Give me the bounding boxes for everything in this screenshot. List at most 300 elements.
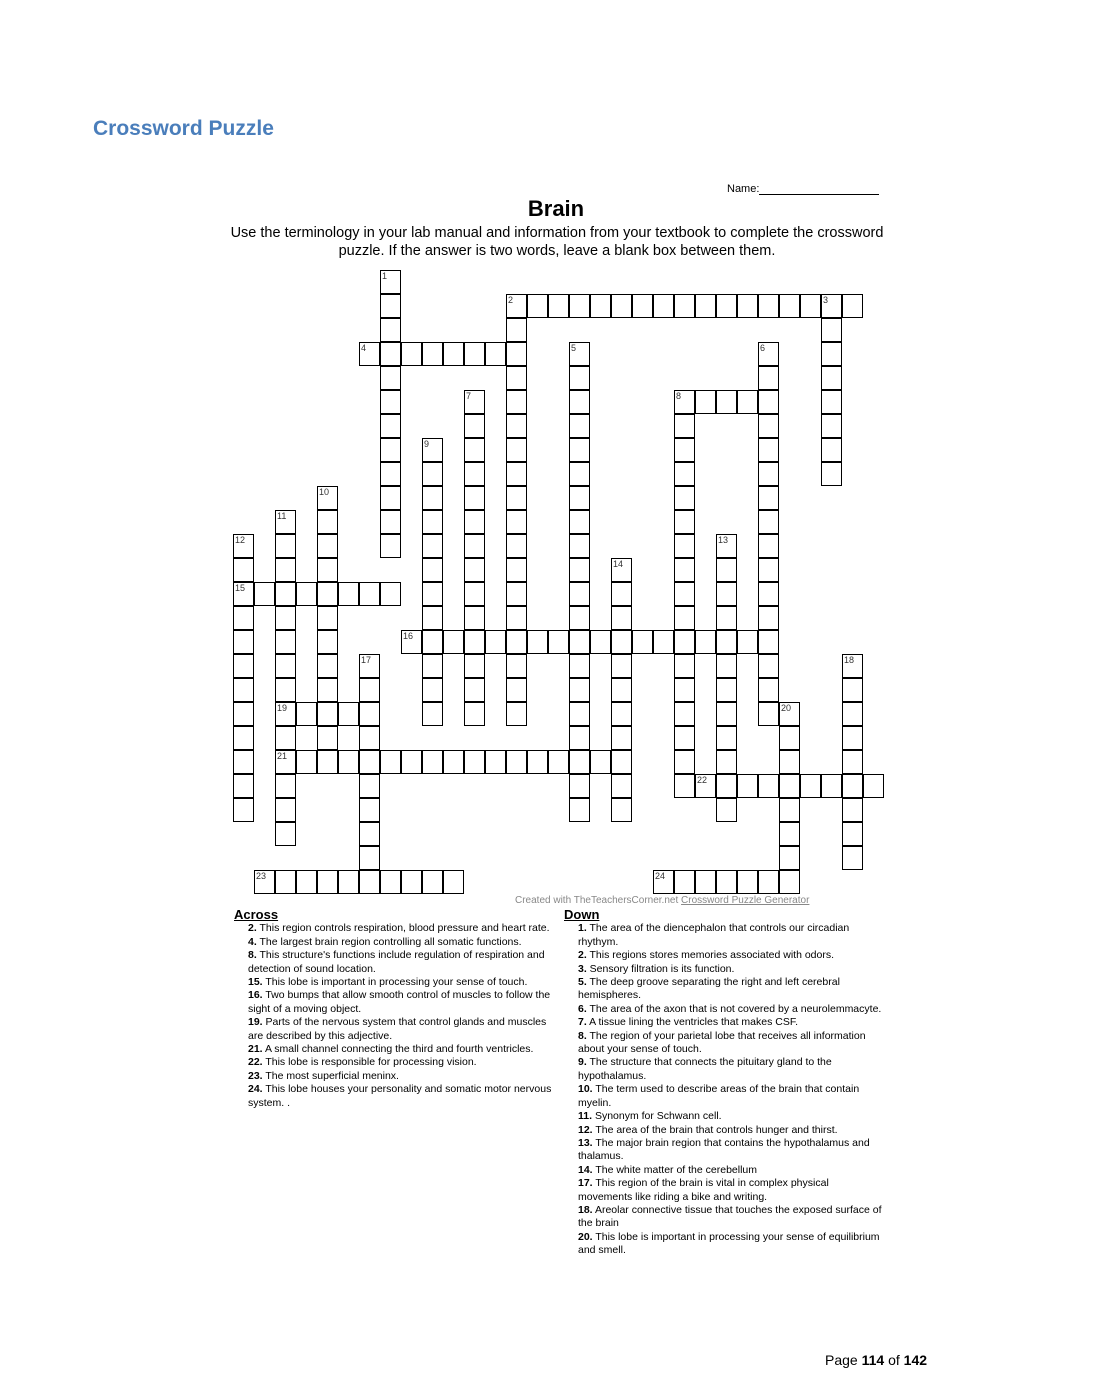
crossword-cell[interactable]: [317, 606, 338, 630]
crossword-cell[interactable]: [842, 654, 863, 678]
crossword-cell[interactable]: [317, 870, 338, 894]
crossword-cell[interactable]: [695, 870, 716, 894]
crossword-cell[interactable]: [317, 678, 338, 702]
crossword-cell[interactable]: [548, 630, 569, 654]
crossword-cell[interactable]: [275, 750, 296, 774]
crossword-cell[interactable]: [674, 294, 695, 318]
crossword-cell[interactable]: [422, 606, 443, 630]
crossword-cell[interactable]: [779, 726, 800, 750]
crossword-cell[interactable]: [401, 750, 422, 774]
crossword-cell[interactable]: [758, 630, 779, 654]
crossword-cell[interactable]: [548, 750, 569, 774]
crossword-cell[interactable]: [422, 702, 443, 726]
crossword-cell[interactable]: [464, 702, 485, 726]
crossword-cell[interactable]: [359, 798, 380, 822]
crossword-cell[interactable]: [674, 678, 695, 702]
crossword-cell[interactable]: [506, 486, 527, 510]
crossword-cell[interactable]: [800, 294, 821, 318]
crossword-cell[interactable]: [338, 702, 359, 726]
crossword-cell[interactable]: [443, 750, 464, 774]
crossword-cell[interactable]: [842, 798, 863, 822]
crossword-cell[interactable]: [842, 678, 863, 702]
crossword-cell[interactable]: [821, 342, 842, 366]
crossword-cell[interactable]: [611, 558, 632, 582]
crossword-cell[interactable]: [506, 606, 527, 630]
crossword-cell[interactable]: [464, 534, 485, 558]
crossword-cell[interactable]: [464, 582, 485, 606]
crossword-cell[interactable]: [422, 630, 443, 654]
crossword-cell[interactable]: [821, 438, 842, 462]
crossword-cell[interactable]: [611, 630, 632, 654]
crossword-cell[interactable]: [758, 558, 779, 582]
crossword-cell[interactable]: [275, 654, 296, 678]
crossword-cell[interactable]: [569, 342, 590, 366]
crossword-cell[interactable]: [380, 438, 401, 462]
crossword-cell[interactable]: [359, 870, 380, 894]
down-clue: [564, 1164, 882, 1177]
crossword-cell[interactable]: [758, 390, 779, 414]
crossword-cell[interactable]: [758, 366, 779, 390]
crossword-cell[interactable]: [779, 702, 800, 726]
crossword-cell[interactable]: [569, 630, 590, 654]
crossword-cell[interactable]: [422, 870, 443, 894]
crossword-cell[interactable]: [338, 870, 359, 894]
crossword-cell[interactable]: [464, 486, 485, 510]
crossword-cell[interactable]: [485, 750, 506, 774]
crossword-cell[interactable]: [380, 390, 401, 414]
crossword-cell[interactable]: [380, 870, 401, 894]
crossword-cell[interactable]: [716, 294, 737, 318]
crossword-cell[interactable]: [716, 774, 737, 798]
crossword-cell[interactable]: [716, 750, 737, 774]
clue-number: 1.: [578, 922, 587, 935]
crossword-cell[interactable]: [296, 582, 317, 606]
crossword-cell[interactable]: [611, 702, 632, 726]
crossword-cell[interactable]: [674, 654, 695, 678]
crossword-cell[interactable]: [380, 510, 401, 534]
crossword-cell[interactable]: [401, 870, 422, 894]
crossword-cell[interactable]: [569, 606, 590, 630]
crossword-cell[interactable]: [863, 774, 884, 798]
crossword-cell[interactable]: [737, 774, 758, 798]
crossword-cell[interactable]: [716, 390, 737, 414]
crossword-cell[interactable]: [569, 702, 590, 726]
crossword-cell[interactable]: [653, 870, 674, 894]
crossword-cell[interactable]: [464, 462, 485, 486]
crossword-cell[interactable]: [674, 558, 695, 582]
crossword-cell[interactable]: [464, 558, 485, 582]
crossword-cell[interactable]: [317, 702, 338, 726]
crossword-cell[interactable]: [758, 702, 779, 726]
cell-number: 3: [823, 295, 829, 305]
crossword-cell[interactable]: [674, 870, 695, 894]
crossword-cell[interactable]: [506, 462, 527, 486]
crossword-cell[interactable]: [317, 726, 338, 750]
crossword-cell[interactable]: [506, 294, 527, 318]
crossword-cell[interactable]: [275, 558, 296, 582]
crossword-cell[interactable]: [443, 630, 464, 654]
crossword-cell[interactable]: [758, 870, 779, 894]
crossword-cell[interactable]: [317, 654, 338, 678]
crossword-cell[interactable]: [359, 774, 380, 798]
crossword-cell[interactable]: [569, 582, 590, 606]
crossword-cell[interactable]: [485, 342, 506, 366]
crossword-cell[interactable]: [758, 414, 779, 438]
crossword-cell[interactable]: [611, 750, 632, 774]
crossword-cell[interactable]: [254, 870, 275, 894]
crossword-cell[interactable]: [233, 534, 254, 558]
crossword-cell[interactable]: [569, 462, 590, 486]
crossword-cell[interactable]: [506, 750, 527, 774]
crossword-cell[interactable]: [359, 582, 380, 606]
crossword-cell[interactable]: [569, 366, 590, 390]
crossword-cell[interactable]: [716, 702, 737, 726]
crossword-cell[interactable]: [821, 318, 842, 342]
crossword-cell[interactable]: [758, 510, 779, 534]
crossword-cell[interactable]: [464, 750, 485, 774]
crossword-cell[interactable]: [506, 414, 527, 438]
crossword-cell[interactable]: [716, 630, 737, 654]
crossword-cell[interactable]: [464, 606, 485, 630]
crossword-cell[interactable]: [821, 462, 842, 486]
crossword-cell[interactable]: [359, 702, 380, 726]
crossword-cell[interactable]: [674, 750, 695, 774]
crossword-cell[interactable]: [464, 342, 485, 366]
crossword-cell[interactable]: [632, 294, 653, 318]
crossword-cell[interactable]: [569, 654, 590, 678]
crossword-cell[interactable]: [317, 486, 338, 510]
crossword-cell[interactable]: [758, 438, 779, 462]
crossword-cell[interactable]: [422, 342, 443, 366]
name-field[interactable]: [727, 182, 879, 195]
crossword-cell[interactable]: [674, 462, 695, 486]
crossword-cell[interactable]: [380, 486, 401, 510]
crossword-cell[interactable]: [632, 630, 653, 654]
crossword-cell[interactable]: [569, 438, 590, 462]
crossword-cell[interactable]: [611, 654, 632, 678]
crossword-cell[interactable]: [716, 534, 737, 558]
crossword-cell[interactable]: [422, 654, 443, 678]
crossword-cell[interactable]: [716, 654, 737, 678]
crossword-cell[interactable]: [569, 750, 590, 774]
crossword-cell[interactable]: [779, 750, 800, 774]
crossword-cell[interactable]: [401, 342, 422, 366]
crossword-cell[interactable]: [569, 390, 590, 414]
crossword-cell[interactable]: [758, 462, 779, 486]
crossword-cell[interactable]: [758, 342, 779, 366]
crossword-cell[interactable]: [233, 630, 254, 654]
crossword-cell[interactable]: [464, 390, 485, 414]
crossword-cell[interactable]: [296, 750, 317, 774]
crossword-cell[interactable]: [233, 774, 254, 798]
crossword-cell[interactable]: [359, 654, 380, 678]
crossword-cell[interactable]: [611, 726, 632, 750]
crossword-cell[interactable]: [359, 846, 380, 870]
credit-line: [515, 895, 809, 906]
crossword-cell[interactable]: [422, 750, 443, 774]
crossword-cell[interactable]: [275, 870, 296, 894]
crossword-cell[interactable]: [821, 366, 842, 390]
clue-number: 20.: [578, 1230, 593, 1243]
crossword-cell[interactable]: [317, 582, 338, 606]
crossword-cell[interactable]: [674, 606, 695, 630]
crossword-cell[interactable]: [380, 582, 401, 606]
crossword-cell[interactable]: [380, 462, 401, 486]
crossword-cell[interactable]: [758, 582, 779, 606]
crossword-cell[interactable]: [737, 870, 758, 894]
crossword-cell[interactable]: [422, 510, 443, 534]
crossword-cell[interactable]: [380, 342, 401, 366]
cell-number: 16: [403, 631, 414, 641]
down-clue: [564, 1083, 882, 1110]
crossword-cell[interactable]: [842, 702, 863, 726]
crossword-cell[interactable]: [695, 390, 716, 414]
crossword-cell[interactable]: [842, 726, 863, 750]
crossword-cell[interactable]: [464, 438, 485, 462]
crossword-cell[interactable]: [506, 342, 527, 366]
crossword-cell[interactable]: [674, 534, 695, 558]
crossword-cell[interactable]: [611, 606, 632, 630]
crossword-cell[interactable]: [464, 414, 485, 438]
crossword-cell[interactable]: [380, 294, 401, 318]
crossword-cell[interactable]: [506, 510, 527, 534]
crossword-cell[interactable]: [317, 750, 338, 774]
crossword-cell[interactable]: [611, 798, 632, 822]
crossword-cell[interactable]: [233, 702, 254, 726]
crossword-cell[interactable]: [800, 774, 821, 798]
crossword-cell[interactable]: [422, 438, 443, 462]
crossword-cell[interactable]: [674, 702, 695, 726]
clue-number: 6.: [578, 1002, 587, 1015]
crossword-cell[interactable]: [422, 462, 443, 486]
crossword-cell[interactable]: [779, 798, 800, 822]
crossword-cell[interactable]: [317, 630, 338, 654]
crossword-cell[interactable]: [464, 630, 485, 654]
crossword-cell[interactable]: [674, 726, 695, 750]
crossword-cell[interactable]: [464, 654, 485, 678]
crossword-cell[interactable]: [506, 654, 527, 678]
clue-text: This lobe is important in processing your sense of touch.: [262, 976, 528, 989]
crossword-cell[interactable]: [758, 486, 779, 510]
crossword-cell[interactable]: [569, 678, 590, 702]
crossword-cell[interactable]: [569, 558, 590, 582]
crossword-cell[interactable]: [380, 534, 401, 558]
crossword-cell[interactable]: [842, 774, 863, 798]
crossword-cell[interactable]: [506, 534, 527, 558]
crossword-cell[interactable]: [296, 870, 317, 894]
crossword-cell[interactable]: [254, 582, 275, 606]
crossword-cell[interactable]: [317, 510, 338, 534]
crossword-cell[interactable]: [506, 366, 527, 390]
name-blank[interactable]: [759, 182, 879, 195]
crossword-cell[interactable]: [380, 366, 401, 390]
crossword-cell[interactable]: [275, 630, 296, 654]
credit-link[interactable]: Crossword Puzzle Generator: [681, 895, 810, 906]
crossword-cell[interactable]: [653, 630, 674, 654]
crossword-cell[interactable]: [233, 606, 254, 630]
crossword-cell[interactable]: [695, 294, 716, 318]
crossword-cell[interactable]: [716, 582, 737, 606]
crossword-cell[interactable]: [695, 630, 716, 654]
crossword-cell[interactable]: [611, 774, 632, 798]
crossword-cell[interactable]: [275, 582, 296, 606]
crossword-cell[interactable]: [275, 606, 296, 630]
crossword-cell[interactable]: [590, 630, 611, 654]
crossword-cell[interactable]: [464, 510, 485, 534]
crossword-cell[interactable]: [443, 870, 464, 894]
crossword-cell[interactable]: [758, 294, 779, 318]
crossword-cell[interactable]: [233, 558, 254, 582]
crossword-cell[interactable]: [842, 846, 863, 870]
crossword-cell[interactable]: [716, 678, 737, 702]
crossword-cell[interactable]: [422, 558, 443, 582]
crossword-cell[interactable]: [611, 678, 632, 702]
crossword-cell[interactable]: [359, 750, 380, 774]
crossword-cell[interactable]: [716, 726, 737, 750]
crossword-cell[interactable]: [506, 318, 527, 342]
crossword-cell[interactable]: [737, 294, 758, 318]
crossword-cell[interactable]: [443, 342, 464, 366]
crossword-cell[interactable]: [821, 390, 842, 414]
crossword-cell[interactable]: [674, 414, 695, 438]
crossword-cell[interactable]: [359, 822, 380, 846]
crossword-cell[interactable]: [233, 726, 254, 750]
crossword-cell[interactable]: [275, 678, 296, 702]
crossword-cell[interactable]: [737, 630, 758, 654]
clue-number: 12.: [578, 1123, 593, 1136]
crossword-cell[interactable]: [401, 630, 422, 654]
cell-number: 7: [466, 391, 472, 401]
crossword-cell[interactable]: [737, 390, 758, 414]
crossword-cell[interactable]: [569, 534, 590, 558]
crossword-cell[interactable]: [380, 270, 401, 294]
crossword-cell[interactable]: [380, 750, 401, 774]
crossword-cell[interactable]: [569, 726, 590, 750]
crossword-cell[interactable]: [233, 798, 254, 822]
crossword-cell[interactable]: [779, 846, 800, 870]
crossword-cell[interactable]: [590, 750, 611, 774]
crossword-cell[interactable]: [233, 582, 254, 606]
crossword-cell[interactable]: [569, 486, 590, 510]
crossword-cell[interactable]: [275, 774, 296, 798]
crossword-cell[interactable]: [296, 702, 317, 726]
crossword-cell[interactable]: [842, 750, 863, 774]
crossword-cell[interactable]: [695, 774, 716, 798]
crossword-cell[interactable]: [716, 870, 737, 894]
crossword-cell[interactable]: [506, 582, 527, 606]
crossword-cell[interactable]: [716, 606, 737, 630]
crossword-cell[interactable]: [275, 510, 296, 534]
across-clue: [234, 989, 552, 1016]
across-heading: Across: [234, 907, 279, 922]
crossword-cell[interactable]: [527, 294, 548, 318]
crossword-cell[interactable]: [275, 798, 296, 822]
crossword-cell[interactable]: [275, 822, 296, 846]
crossword-cell[interactable]: [275, 534, 296, 558]
crossword-cell[interactable]: [506, 558, 527, 582]
across-clue: [234, 976, 552, 989]
crossword-cell[interactable]: [758, 654, 779, 678]
crossword-cell[interactable]: [821, 774, 842, 798]
crossword-cell[interactable]: [674, 630, 695, 654]
cell-number: 18: [844, 655, 855, 665]
crossword-cell[interactable]: [590, 294, 611, 318]
crossword-cell[interactable]: [422, 678, 443, 702]
crossword-cell[interactable]: [842, 822, 863, 846]
cell-number: 20: [781, 703, 792, 713]
crossword-cell[interactable]: [527, 750, 548, 774]
crossword-cell[interactable]: [674, 390, 695, 414]
crossword-cell[interactable]: [359, 342, 380, 366]
crossword-cell[interactable]: [779, 822, 800, 846]
crossword-cell[interactable]: [359, 726, 380, 750]
crossword-cell[interactable]: [569, 798, 590, 822]
crossword-cell[interactable]: [422, 582, 443, 606]
crossword-cell[interactable]: [317, 534, 338, 558]
crossword-cell[interactable]: [716, 558, 737, 582]
crossword-cell[interactable]: [842, 294, 863, 318]
crossword-cell[interactable]: [611, 294, 632, 318]
clue-number: 10.: [578, 1083, 593, 1096]
crossword-cell[interactable]: [674, 774, 695, 798]
crossword-cell[interactable]: [674, 486, 695, 510]
crossword-cell[interactable]: [506, 702, 527, 726]
crossword-cell[interactable]: [338, 582, 359, 606]
crossword-cell[interactable]: [716, 798, 737, 822]
crossword-cell[interactable]: [569, 414, 590, 438]
crossword-cell[interactable]: [674, 582, 695, 606]
crossword-cell[interactable]: [758, 534, 779, 558]
crossword-cell[interactable]: [758, 606, 779, 630]
crossword-cell[interactable]: [779, 774, 800, 798]
crossword-cell[interactable]: [233, 654, 254, 678]
crossword-cell[interactable]: [506, 390, 527, 414]
crossword-cell[interactable]: [275, 726, 296, 750]
crossword-cell[interactable]: [506, 630, 527, 654]
crossword-cell[interactable]: [758, 774, 779, 798]
crossword-cell[interactable]: [338, 750, 359, 774]
crossword-cell[interactable]: [233, 750, 254, 774]
crossword-cell[interactable]: [758, 678, 779, 702]
crossword-cell[interactable]: [611, 582, 632, 606]
crossword-cell[interactable]: [821, 414, 842, 438]
crossword-cell[interactable]: [422, 534, 443, 558]
crossword-cell[interactable]: [485, 630, 506, 654]
crossword-cell[interactable]: [275, 702, 296, 726]
crossword-cell[interactable]: [380, 414, 401, 438]
crossword-cell[interactable]: [779, 870, 800, 894]
crossword-cell[interactable]: [317, 558, 338, 582]
crossword-cell[interactable]: [506, 438, 527, 462]
crossword-cell[interactable]: [548, 294, 569, 318]
crossword-cell[interactable]: [569, 294, 590, 318]
crossword-cell[interactable]: [674, 510, 695, 534]
crossword-cell[interactable]: [506, 678, 527, 702]
crossword-cell[interactable]: [422, 486, 443, 510]
crossword-cell[interactable]: [233, 678, 254, 702]
crossword-cell[interactable]: [359, 678, 380, 702]
crossword-cell[interactable]: [464, 678, 485, 702]
crossword-cell[interactable]: [779, 294, 800, 318]
down-clue: [564, 1124, 882, 1137]
crossword-cell[interactable]: [569, 774, 590, 798]
crossword-cell[interactable]: [569, 510, 590, 534]
crossword-cell[interactable]: [674, 438, 695, 462]
crossword-cell[interactable]: [821, 294, 842, 318]
crossword-cell[interactable]: [380, 318, 401, 342]
crossword-cell[interactable]: [653, 294, 674, 318]
crossword-cell[interactable]: [527, 630, 548, 654]
